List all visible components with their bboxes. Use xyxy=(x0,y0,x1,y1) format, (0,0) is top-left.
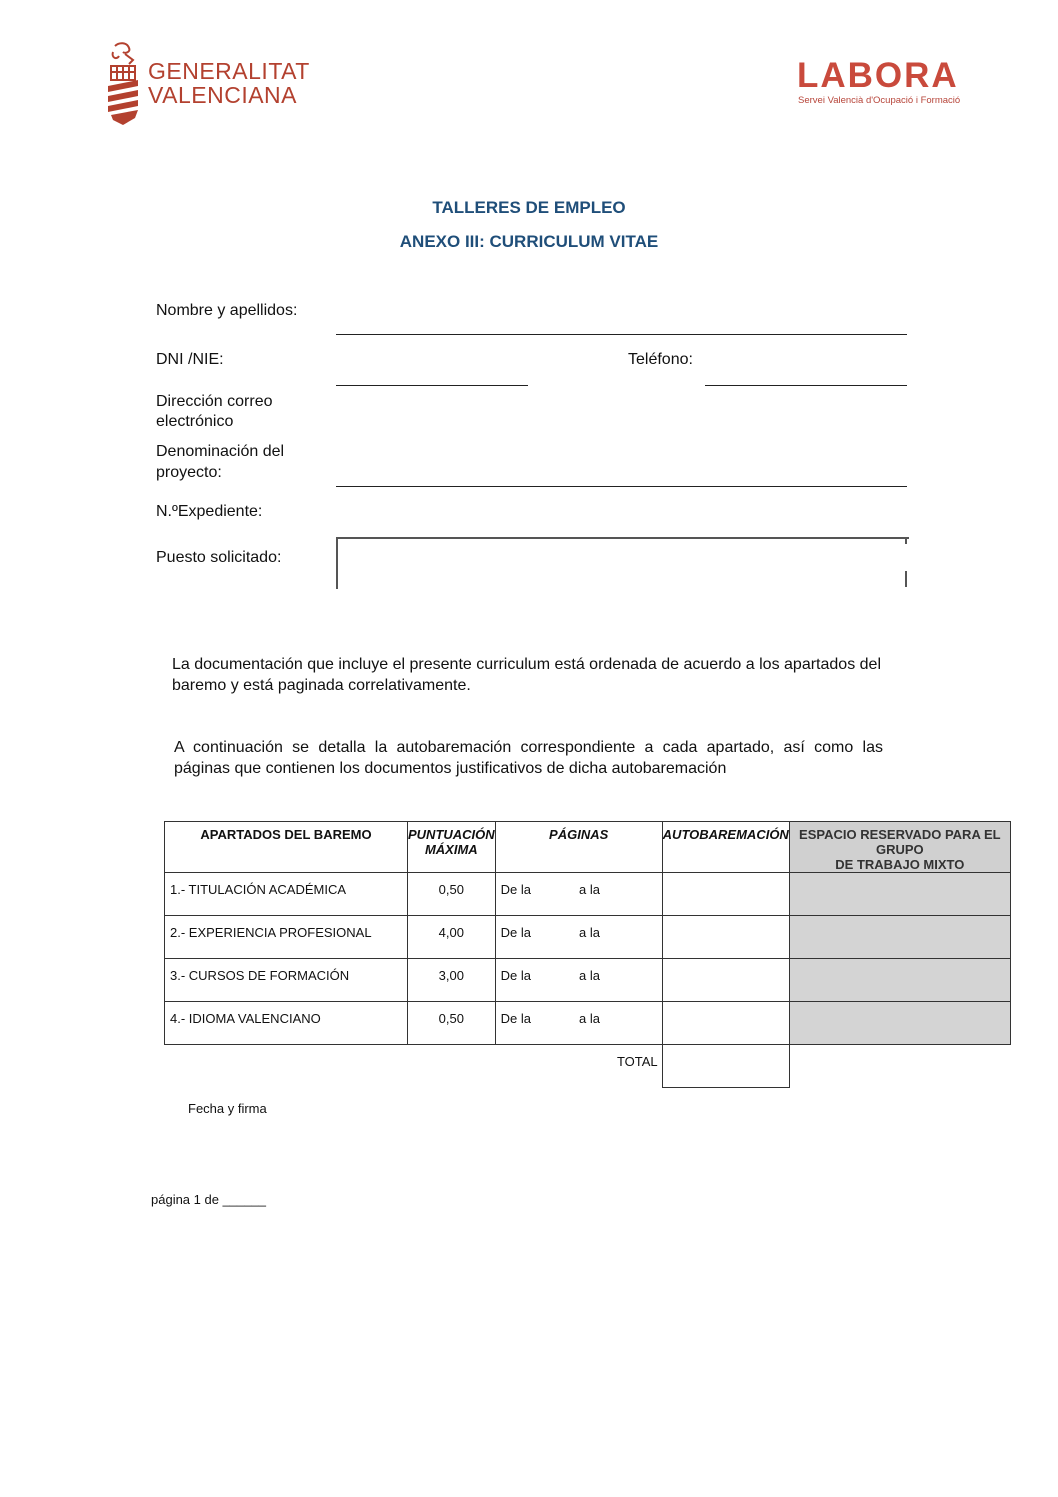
row-puntuacion: 0,50 xyxy=(408,873,496,916)
generalitat-valenciana-logo xyxy=(105,42,325,126)
row-puntuacion: 0,50 xyxy=(408,1002,496,1045)
header-puntuacion-line-1: PUNTUACIÓN xyxy=(408,827,495,842)
proyecto-label-line-2: proyecto: xyxy=(156,464,222,481)
pages-a: a la xyxy=(579,925,600,940)
pages-a: a la xyxy=(579,882,600,897)
table-row xyxy=(165,916,1011,959)
nombre-field[interactable] xyxy=(336,334,907,335)
table-total-row xyxy=(165,1045,1011,1088)
pages-a: a la xyxy=(579,1011,600,1026)
puesto-label: Puesto solicitado: xyxy=(156,549,282,566)
dni-label: DNI /NIE: xyxy=(156,351,224,368)
header-paginas-text: PÁGINAS xyxy=(549,827,609,842)
total-spacer xyxy=(165,1045,408,1088)
baremo-table xyxy=(164,821,1011,1088)
labora-wordmark: LABORA xyxy=(797,56,959,95)
pages-de: De la xyxy=(500,882,532,897)
row-reserved-cell xyxy=(789,959,1010,1002)
header-espacio-line-1: ESPACIO RESERVADO PARA EL GRUPO xyxy=(799,827,1001,857)
header-puntuacion-line-2: MÁXIMA xyxy=(424,842,478,857)
nombre-label: Nombre y apellidos: xyxy=(156,302,298,319)
row-puntuacion: 4,00 xyxy=(408,916,496,959)
header-paginas xyxy=(495,822,662,873)
header-apartados-text: APARTADOS DEL BAREMO xyxy=(200,827,372,842)
gv-line-2: VALENCIANA xyxy=(148,82,298,108)
page-number: página 1 de ______ xyxy=(151,1192,266,1207)
row-paginas[interactable] xyxy=(495,1002,662,1045)
header-puntuacion xyxy=(408,822,496,873)
labora-subtitle: Servei Valencià d'Ocupació i Formació xyxy=(798,95,961,106)
row-autobaremacion-field[interactable] xyxy=(662,916,789,959)
row-autobaremacion-field[interactable] xyxy=(662,1002,789,1045)
total-field[interactable] xyxy=(662,1045,789,1088)
telefono-field[interactable] xyxy=(705,385,907,386)
table-header-row xyxy=(165,822,1011,873)
fecha-firma-label: Fecha y firma xyxy=(188,1101,267,1116)
row-apartado: 3.- CURSOS DE FORMACIÓN xyxy=(165,959,408,1002)
total-spacer xyxy=(789,1045,1010,1088)
row-autobaremacion-field[interactable] xyxy=(662,959,789,1002)
correo-label-line-1: Dirección correo xyxy=(156,393,273,410)
row-puntuacion: 3,00 xyxy=(408,959,496,1002)
paragraph-autobaremacion: A continuación se detalla la autobaremación correspondiente a cada apartado, así como las páginas que contienen los documentos justificativos de dicha autobaremación xyxy=(174,739,883,777)
header-autobaremacion xyxy=(662,822,789,873)
table-row xyxy=(165,1002,1011,1045)
total-label: TOTAL xyxy=(616,1054,658,1069)
generalitat-wordmark xyxy=(148,59,310,107)
paragraph-documentacion: La documentación que incluye el presente curriculum está ordenada de acuerdo a los apartados del baremo y está paginada correlativamente. xyxy=(172,656,881,694)
pages-de: De la xyxy=(500,968,532,983)
row-paginas[interactable] xyxy=(495,916,662,959)
document-subtitle: ANEXO III: CURRICULUM VITAE xyxy=(399,232,659,251)
header-espacio-reservado xyxy=(789,822,1010,873)
pages-de: De la xyxy=(500,925,532,940)
row-reserved-cell xyxy=(789,916,1010,959)
coat-of-arms-icon xyxy=(105,42,141,126)
table-row xyxy=(165,959,1011,1002)
puesto-field[interactable] xyxy=(336,537,909,589)
proyecto-field[interactable] xyxy=(336,486,907,487)
gv-line-1: GENERALITAT xyxy=(148,58,310,84)
row-apartado: 4.- IDIOMA VALENCIANO xyxy=(165,1002,408,1045)
pages-a: a la xyxy=(579,968,600,983)
header-autobaremacion-text: AUTOBAREMACIÓN xyxy=(662,827,789,842)
row-autobaremacion-field[interactable] xyxy=(662,873,789,916)
puesto-box-edge-top xyxy=(905,537,907,544)
telefono-label: Teléfono: xyxy=(628,351,693,368)
total-spacer xyxy=(408,1045,496,1088)
proyecto-label-line-1: Denominación del xyxy=(156,443,285,460)
row-apartado: 1.- TITULACIÓN ACADÉMICA xyxy=(165,873,408,916)
labora-logo xyxy=(795,58,985,108)
puesto-box-edge-bottom xyxy=(905,571,907,587)
row-apartado: 2.- EXPERIENCIA PROFESIONAL xyxy=(165,916,408,959)
header-apartados xyxy=(165,822,408,873)
table-row xyxy=(165,873,1011,916)
expediente-label: N.ºExpediente: xyxy=(156,503,263,520)
row-paginas[interactable] xyxy=(495,873,662,916)
pages-de: De la xyxy=(500,1011,532,1026)
row-reserved-cell xyxy=(789,1002,1010,1045)
row-reserved-cell xyxy=(789,873,1010,916)
row-paginas[interactable] xyxy=(495,959,662,1002)
correo-label-line-2: electrónico xyxy=(156,413,234,430)
header-espacio-line-2: DE TRABAJO MIXTO xyxy=(835,857,965,872)
document-title: TALLERES DE EMPLEO xyxy=(432,198,626,217)
dni-field[interactable] xyxy=(336,385,528,386)
